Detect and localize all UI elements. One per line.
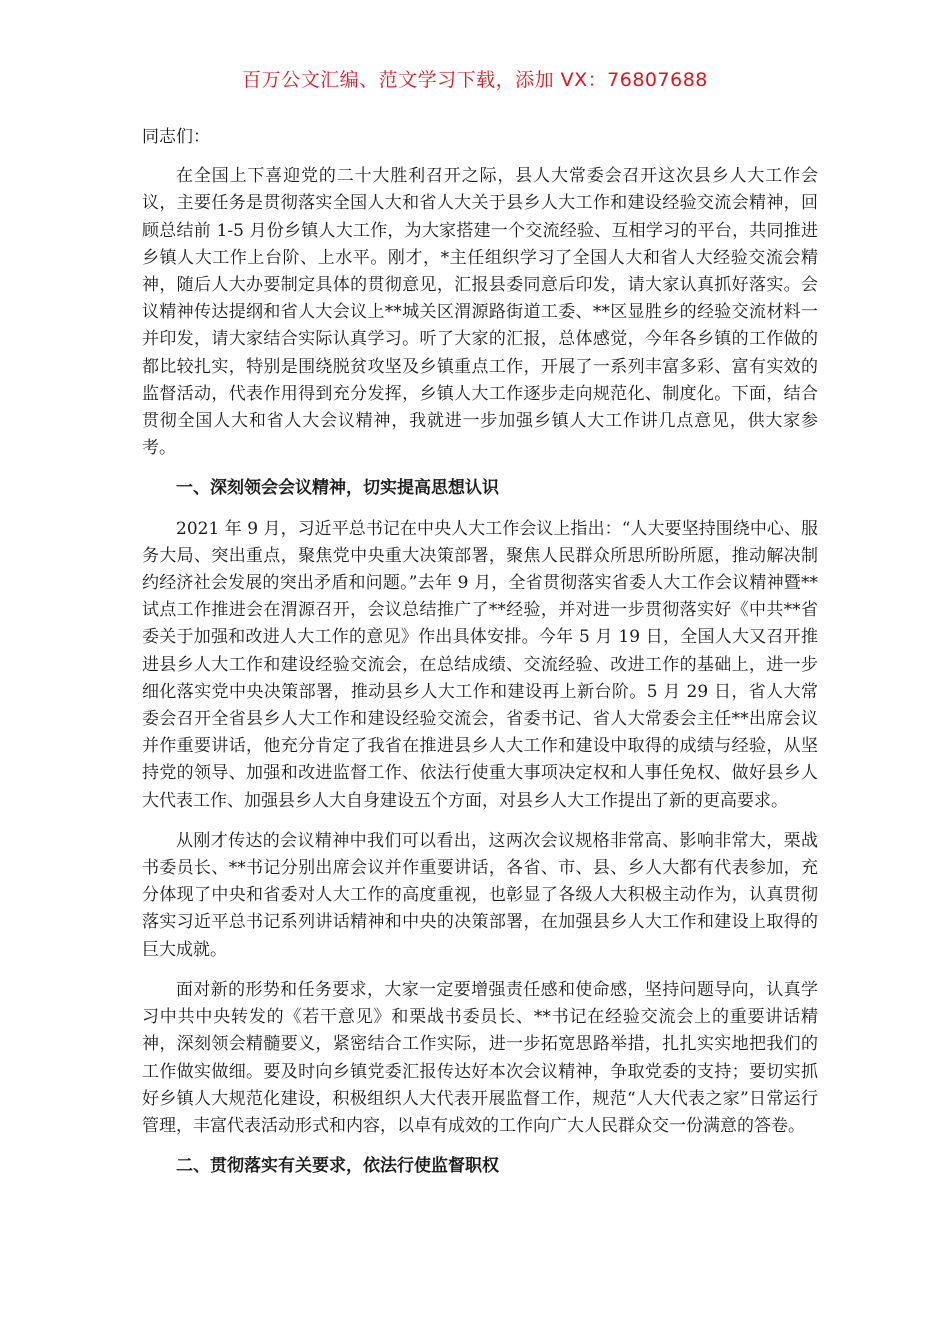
section-1-paragraph-2: 从刚才传达的会议精神中我们可以看出，这两次会议规格非常高、影响非常大，栗战书委员长、**书记分别出席会议并作重要讲话，各省、市、县、乡人大都有代表参加，充分体现了中央和省委对人大工作的高度重视，也彰显了各级人大积极主动作为，认真贯彻落实习近平总书记系列讲话精神和中央的决策部署，在加强县乡人大工作和建设上取得的巨大成就。 <box>142 830 818 960</box>
section-1-paragraph-3: 面对新的形势和任务要求，大家一定要增强责任感和使命感，坚持问题导向，认真学习中共中央转发的《若干意见》和栗战书委员长、**书记在经验交流会上的重要讲话精神，深刻领会精髓要义，紧密结合工作实际，进一步拓宽思路举措，扎扎实实地把我们的工作做实做细。要及时向乡镇党委汇报传达好本次会议精神，争取党委的支持；要切实抓好乡镇人大规范化建设，积极组织人大代表开展监督工作，规范“人大代表之家”日常运行管理，丰富代表活动形式和内容，以卓有成效的工作向广大人民群众交一份满意的答卷。 <box>142 979 818 1136</box>
section-heading-1: 一、深刻领会会议精神，切实提高思想认识 <box>176 478 499 499</box>
promo-banner: 百万公文汇编、范文学习下载，添加 VX：76807688 <box>242 69 708 91</box>
section-1-paragraph-1: 2021 年 9 月，习近平总书记在中央人大工作会议上指出：“人大要坚持围绕中心、服务大局、突出重点，聚焦党中央重大决策部署，聚焦人民群众所思所盼所愿，推动解决制约经济社会发展的突出矛盾和问题。”去年 9 月，全省贯彻落实省委人大工作会议精神暨**试点工作推进会在渭源召开，会议总结推广了**经验，并对进一步贯彻落实好《中共**省委关于加强和改进人大工作的意见》作出具体安排。今年 5 月 19 日，全国人大又召开推进县乡人大工作和建设经验交流会，在总结成绩、交流经验、改进工作的基础上，进一步细化落实党中央决策部署，推动县乡人大工作和建设再上新台阶。5 月 29 日，省人大常委会召开全省县乡人大工作和建设经验交流会，省委书记、省人大常委会主任**出席会议并作重要讲话，他充分肯定了我省在推进县乡人大工作和建设中取得的成绩与经验，从坚持党的领导、加强和改进监督工作、依法行使重大事项决定权和人事任免权、做好县乡人大代表工作、加强县乡人大自身建设五个方面，对县乡人大工作提出了新的更高要求。 <box>142 518 818 811</box>
document-body <box>142 124 818 1193</box>
intro-paragraph: 在全国上下喜迎党的二十大胜利召开之际，县人大常委会召开这次县乡人大工作会议，主要任务是贯彻落实全国人大和省人大关于县乡人大工作和建设经验交流会精神，回顾总结前 1-5 月份乡镇人大工作，为大家搭建一个交流经验、互相学习的平台，共同推进乡镇人大工作上台阶、上水平。刚才，*主任组织学习了全国人大和省人大经验交流会精神，随后人大办要制定具体的贯彻意见，汇报县委同意后印发，请大家认真抓好落实。会议精神传达提纲和省人大会议上**城关区渭源路街道工委、**区显胜乡的经验交流材料一并印发，请大家结合实际认真学习。听了大家的汇报，总体感觉，今年各乡镇的工作做的都比较扎实，特别是围绕脱贫攻坚及乡镇重点工作，开展了一系列丰富多彩、富有实效的监督活动，代表作用得到充分发挥，乡镇人大工作逐步走向规范化、制度化。下面，结合贯彻全国人大和省人大会议精神，我就进一步加强乡镇人大工作讲几点意见，供大家参考。 <box>142 166 818 459</box>
section-heading-2: 二、贯彻落实有关要求，依法行使监督职权 <box>176 1156 499 1177</box>
salutation: 同志们： <box>142 127 210 147</box>
